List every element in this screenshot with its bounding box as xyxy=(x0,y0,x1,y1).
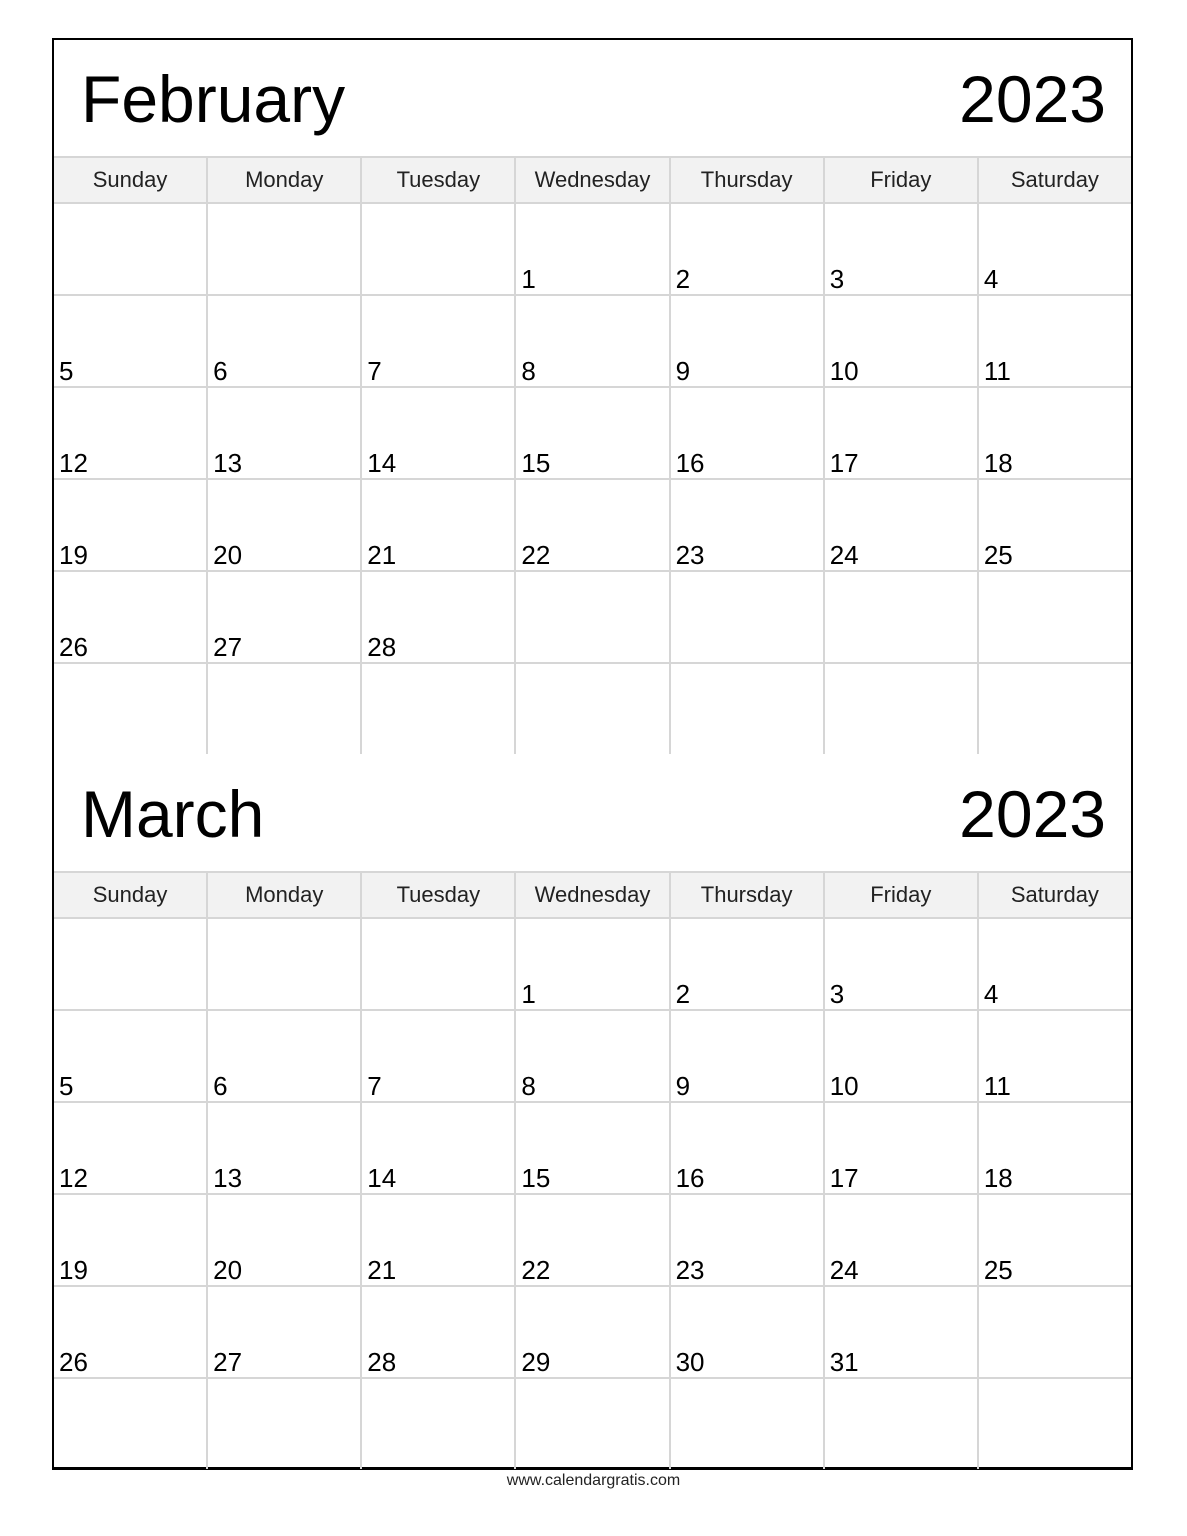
day-number: 27 xyxy=(213,1347,243,1377)
day-cell[interactable] xyxy=(979,572,1131,662)
day-number: 1 xyxy=(521,979,536,1009)
day-cell[interactable] xyxy=(671,1011,825,1101)
month-title: February xyxy=(81,62,346,136)
week-row xyxy=(54,388,1131,480)
day-number: 2 xyxy=(675,264,691,294)
day-number: 22 xyxy=(521,1255,551,1285)
day-number: 14 xyxy=(367,1163,397,1193)
day-cell[interactable] xyxy=(208,572,362,662)
day-number: 4 xyxy=(983,264,999,294)
week-row xyxy=(54,1379,1131,1469)
day-number: 28 xyxy=(367,1347,397,1377)
week-row xyxy=(54,1287,1131,1379)
day-number: 15 xyxy=(521,1163,551,1193)
day-number: 24 xyxy=(829,1255,859,1285)
day-cell[interactable] xyxy=(516,1195,670,1285)
day-cell[interactable] xyxy=(208,480,362,570)
day-number: 19 xyxy=(59,1255,88,1285)
day-cell[interactable] xyxy=(208,664,362,754)
day-cell[interactable] xyxy=(54,1103,208,1193)
day-number: 19 xyxy=(59,540,88,570)
day-cell[interactable] xyxy=(516,1287,670,1377)
day-number: 20 xyxy=(213,1255,243,1285)
day-number: 30 xyxy=(675,1347,705,1377)
day-number: 21 xyxy=(367,540,397,570)
day-number: 22 xyxy=(521,540,551,570)
day-cell[interactable] xyxy=(671,572,825,662)
day-cell[interactable] xyxy=(208,388,362,478)
day-cell[interactable] xyxy=(54,1379,208,1469)
day-number: 9 xyxy=(675,356,691,386)
day-number: 10 xyxy=(829,1071,859,1101)
day-cell[interactable] xyxy=(362,1011,516,1101)
day-cell[interactable] xyxy=(362,480,516,570)
day-cell[interactable] xyxy=(825,1379,979,1469)
week-row xyxy=(54,480,1131,572)
day-cell[interactable] xyxy=(208,1379,362,1469)
day-number: 7 xyxy=(367,1071,382,1101)
day-number: 16 xyxy=(675,1163,705,1193)
day-cell[interactable] xyxy=(362,1195,516,1285)
day-cell[interactable] xyxy=(979,1011,1131,1101)
day-cell[interactable] xyxy=(825,388,979,478)
weekday-label: Sunday xyxy=(54,873,208,917)
day-number: 26 xyxy=(59,1347,88,1377)
day-cell[interactable] xyxy=(208,296,362,386)
day-number: 23 xyxy=(675,540,705,570)
day-number: 25 xyxy=(983,1255,1013,1285)
weekday-label: Tuesday xyxy=(362,158,516,202)
week-row xyxy=(54,919,1131,1011)
day-cell[interactable] xyxy=(516,204,670,294)
day-cell[interactable] xyxy=(54,664,208,754)
weekday-label: Wednesday xyxy=(516,158,670,202)
day-cell[interactable] xyxy=(979,480,1131,570)
day-number: 21 xyxy=(367,1255,397,1285)
weekday-label: Tuesday xyxy=(362,873,516,917)
day-cell[interactable] xyxy=(825,480,979,570)
day-cell[interactable] xyxy=(516,480,670,570)
day-number: 9 xyxy=(675,1071,691,1101)
weekday-label: Thursday xyxy=(671,158,825,202)
day-cell[interactable] xyxy=(671,204,825,294)
month-header xyxy=(54,755,1131,871)
day-cell[interactable] xyxy=(362,1379,516,1469)
day-cell[interactable] xyxy=(979,296,1131,386)
day-cell[interactable] xyxy=(671,1379,825,1469)
day-number: 3 xyxy=(829,979,845,1009)
day-cell[interactable] xyxy=(516,1103,670,1193)
weekday-label: Friday xyxy=(825,873,979,917)
day-number: 14 xyxy=(367,448,397,478)
day-cell[interactable] xyxy=(208,919,362,1009)
year-title: 2023 xyxy=(959,62,1106,136)
day-number: 17 xyxy=(829,1163,859,1193)
day-number: 10 xyxy=(829,356,859,386)
day-cell[interactable] xyxy=(54,1287,208,1377)
day-cell[interactable] xyxy=(516,296,670,386)
weekday-label: Sunday xyxy=(54,158,208,202)
weeks-grid xyxy=(54,204,1131,754)
day-cell[interactable] xyxy=(825,919,979,1009)
day-cell[interactable] xyxy=(54,1195,208,1285)
day-cell[interactable] xyxy=(825,572,979,662)
day-cell[interactable] xyxy=(979,1103,1131,1193)
day-cell[interactable] xyxy=(516,1011,670,1101)
weekday-label: Monday xyxy=(208,158,362,202)
day-cell[interactable] xyxy=(54,480,208,570)
year-title: 2023 xyxy=(959,777,1106,851)
day-cell[interactable] xyxy=(979,919,1131,1009)
day-number: 26 xyxy=(59,632,88,662)
day-number: 13 xyxy=(213,1163,243,1193)
weekday-header-row xyxy=(54,156,1131,204)
day-number: 8 xyxy=(521,1071,536,1101)
day-cell[interactable] xyxy=(979,204,1131,294)
day-cell[interactable] xyxy=(979,1195,1131,1285)
week-row xyxy=(54,1011,1131,1103)
day-cell[interactable] xyxy=(54,204,208,294)
day-cell[interactable] xyxy=(208,1011,362,1101)
day-number: 17 xyxy=(829,448,859,478)
day-number: 18 xyxy=(983,448,1013,478)
day-cell[interactable] xyxy=(825,204,979,294)
day-number: 5 xyxy=(59,1071,74,1101)
day-cell[interactable] xyxy=(516,388,670,478)
day-number: 25 xyxy=(983,540,1013,570)
day-cell[interactable] xyxy=(362,1287,516,1377)
day-cell[interactable] xyxy=(825,664,979,754)
day-cell[interactable] xyxy=(825,296,979,386)
day-number: 31 xyxy=(829,1347,859,1377)
day-cell[interactable] xyxy=(825,1195,979,1285)
day-cell[interactable] xyxy=(671,296,825,386)
day-cell[interactable] xyxy=(54,296,208,386)
day-cell[interactable] xyxy=(979,388,1131,478)
weekday-label: Saturday xyxy=(1010,882,1099,907)
day-number: 3 xyxy=(829,264,845,294)
day-cell[interactable] xyxy=(54,1011,208,1101)
week-row xyxy=(54,204,1131,296)
day-cell[interactable] xyxy=(516,1379,670,1469)
day-cell[interactable] xyxy=(208,1287,362,1377)
day-cell[interactable] xyxy=(208,204,362,294)
day-number: 15 xyxy=(521,448,551,478)
day-number: 6 xyxy=(213,1071,228,1101)
week-row xyxy=(54,1195,1131,1287)
footer-website[interactable]: www.calendargratis.com xyxy=(506,1472,681,1489)
day-cell[interactable] xyxy=(671,1103,825,1193)
day-number: 18 xyxy=(983,1163,1013,1193)
day-cell[interactable] xyxy=(208,1103,362,1193)
month-header xyxy=(54,40,1131,156)
weekday-label: Saturday xyxy=(1010,167,1099,192)
day-cell[interactable] xyxy=(671,1195,825,1285)
day-number: 12 xyxy=(59,448,88,478)
day-number: 16 xyxy=(675,448,705,478)
weekday-label: Thursday xyxy=(671,873,825,917)
day-number: 1 xyxy=(521,264,536,294)
day-cell[interactable] xyxy=(54,919,208,1009)
weekday-label: Friday xyxy=(825,158,979,202)
weekday-label: Monday xyxy=(208,873,362,917)
day-cell[interactable] xyxy=(362,919,516,1009)
weekday-label: Wednesday xyxy=(516,873,670,917)
day-cell[interactable] xyxy=(54,572,208,662)
day-cell[interactable] xyxy=(362,204,516,294)
day-cell[interactable] xyxy=(979,1287,1131,1377)
day-cell[interactable] xyxy=(671,1287,825,1377)
day-cell[interactable] xyxy=(671,480,825,570)
month-calendar-1 xyxy=(54,755,1131,1469)
day-cell[interactable] xyxy=(979,664,1131,754)
day-number: 12 xyxy=(59,1163,88,1193)
day-cell[interactable] xyxy=(516,919,670,1009)
weeks-grid xyxy=(54,919,1131,1469)
day-cell[interactable] xyxy=(362,296,516,386)
day-number: 20 xyxy=(213,540,243,570)
day-cell[interactable] xyxy=(362,388,516,478)
day-number: 23 xyxy=(675,1255,705,1285)
day-cell[interactable] xyxy=(516,572,670,662)
day-cell[interactable] xyxy=(825,1011,979,1101)
day-number: 7 xyxy=(367,356,382,386)
day-number: 29 xyxy=(521,1347,551,1377)
day-number: 28 xyxy=(367,632,397,662)
day-number: 2 xyxy=(675,979,691,1009)
day-cell[interactable] xyxy=(671,919,825,1009)
day-number: 5 xyxy=(59,356,74,386)
day-cell[interactable] xyxy=(671,388,825,478)
day-number: 4 xyxy=(983,979,999,1009)
week-row xyxy=(54,296,1131,388)
month-title: March xyxy=(81,777,265,851)
day-number: 11 xyxy=(983,1071,1011,1101)
day-number: 6 xyxy=(213,356,228,386)
day-cell[interactable] xyxy=(825,1103,979,1193)
week-row xyxy=(54,572,1131,664)
week-row xyxy=(54,664,1131,754)
day-cell[interactable] xyxy=(362,664,516,754)
day-cell[interactable] xyxy=(516,664,670,754)
week-row xyxy=(54,1103,1131,1195)
day-cell[interactable] xyxy=(362,572,516,662)
day-number: 8 xyxy=(521,356,536,386)
day-cell[interactable] xyxy=(208,1195,362,1285)
day-cell[interactable] xyxy=(362,1103,516,1193)
month-calendar-0 xyxy=(54,40,1131,754)
day-cell[interactable] xyxy=(671,664,825,754)
day-number: 11 xyxy=(983,356,1011,386)
day-number: 27 xyxy=(213,632,243,662)
day-cell[interactable] xyxy=(979,1379,1131,1469)
day-number: 24 xyxy=(829,540,859,570)
day-cell[interactable] xyxy=(825,1287,979,1377)
day-cell[interactable] xyxy=(54,388,208,478)
weekday-header-row xyxy=(54,871,1131,919)
day-number: 13 xyxy=(213,448,243,478)
